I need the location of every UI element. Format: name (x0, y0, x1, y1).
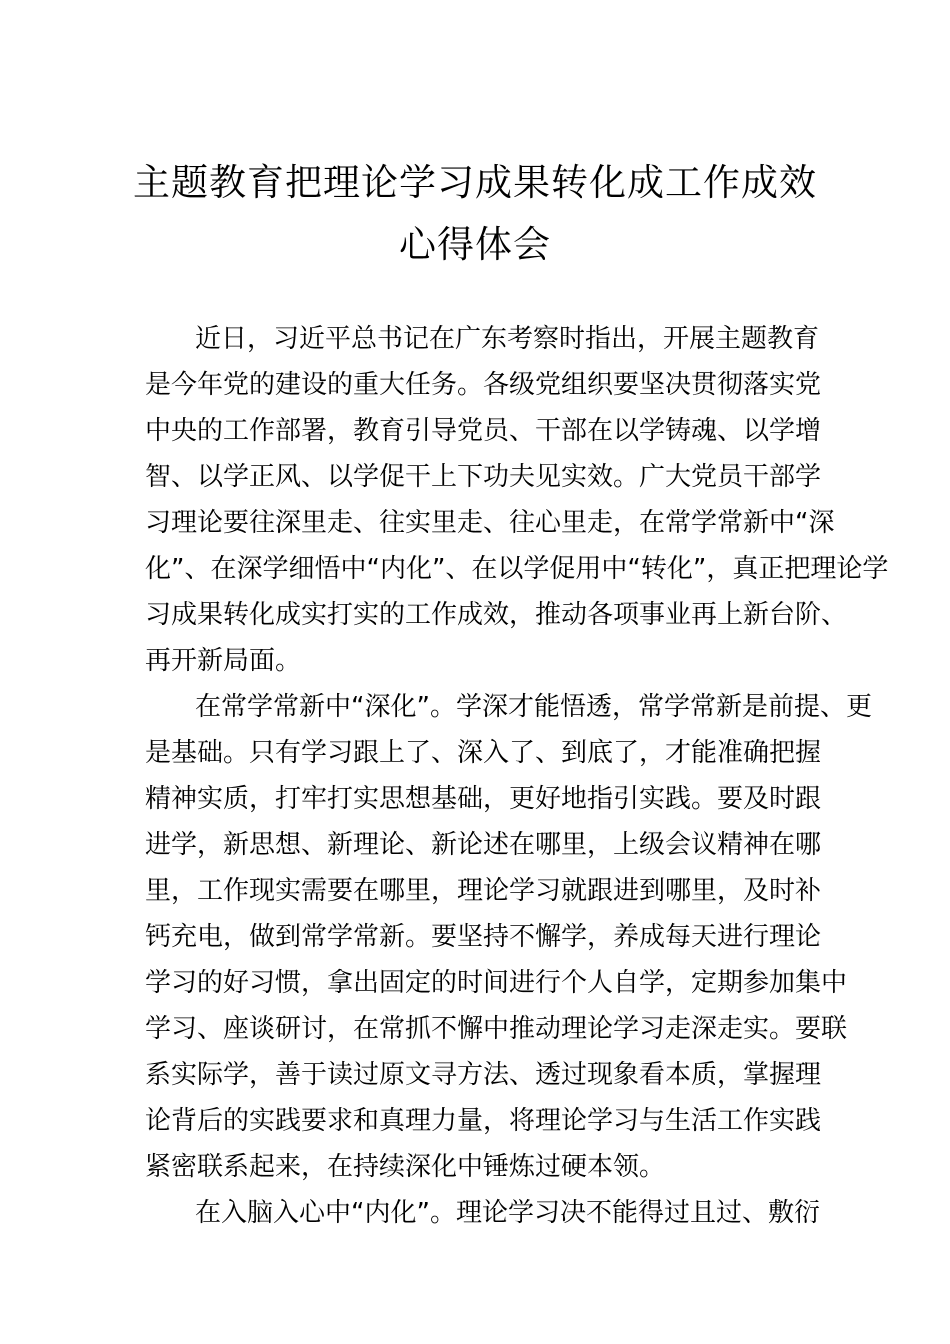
document-title-line-1: 主题教育把理论学习成果转化成工作成效 (133, 161, 817, 204)
paragraph-3-line-1: 在入脑入心中“内化”。理论学习决不能得过且过、敷衍 (195, 1198, 820, 1228)
paragraph-1-line-3: 中央的工作部署，教育引导党员、干部在以学铸魂、以学增 (145, 416, 822, 446)
paragraph-1-line-7: 习成果转化成实打实的工作成效，推动各项事业再上新台阶、 (145, 600, 848, 630)
paragraph-2-line-10: 论背后的实践要求和真理力量，将理论学习与生活工作实践 (145, 1106, 822, 1136)
paragraph-2-line-6: 钙充电，做到常学常新。要坚持不懈学，养成每天进行理论 (145, 922, 822, 952)
paragraph-2-line-8: 学习、座谈研讨，在常抓不懈中推动理论学习走深走实。要联 (145, 1014, 848, 1044)
paragraph-2-line-3: 精神实质，打牢打实思想基础，更好地指引实践。要及时跟 (145, 784, 822, 814)
document-title-line-2: 心得体会 (399, 223, 551, 266)
paragraph-2-line-2: 是基础。只有学习跟上了、深入了、到底了，才能准确把握 (145, 738, 822, 768)
paragraph-2-line-5: 里，工作现实需要在哪里，理论学习就跟进到哪里，及时补 (145, 876, 822, 906)
paragraph-1-line-1: 近日，习近平总书记在广东考察时指出，开展主题教育 (195, 324, 820, 354)
paragraph-1-line-2: 是今年党的建设的重大任务。各级党组织要坚决贯彻落实党 (145, 370, 822, 400)
paragraph-2-line-9: 系实际学，善于读过原文寻方法、透过现象看本质，掌握理 (145, 1060, 822, 1090)
paragraph-1-line-6: 化”、在深学细悟中“内化”、在以学促用中“转化”，真正把理论学 (145, 554, 889, 584)
paragraph-2-line-11: 紧密联系起来，在持续深化中锤炼过硬本领。 (145, 1152, 666, 1182)
paragraph-2-line-7: 学习的好习惯，拿出固定的时间进行个人自学，定期参加集中 (145, 968, 848, 998)
paragraph-1-line-5: 习理论要往深里走、往实里走、往心里走，在常学常新中“深 (145, 508, 835, 538)
paragraph-1-line-8: 再开新局面。 (145, 646, 302, 676)
paragraph-1-line-4: 智、以学正风、以学促干上下功夫见实效。广大党员干部学 (145, 462, 822, 492)
paragraph-2-line-4: 进学，新思想、新理论、新论述在哪里，上级会议精神在哪 (145, 830, 822, 860)
paragraph-2-line-1: 在常学常新中“深化”。学深才能悟透，常学常新是前提、更 (195, 692, 872, 722)
